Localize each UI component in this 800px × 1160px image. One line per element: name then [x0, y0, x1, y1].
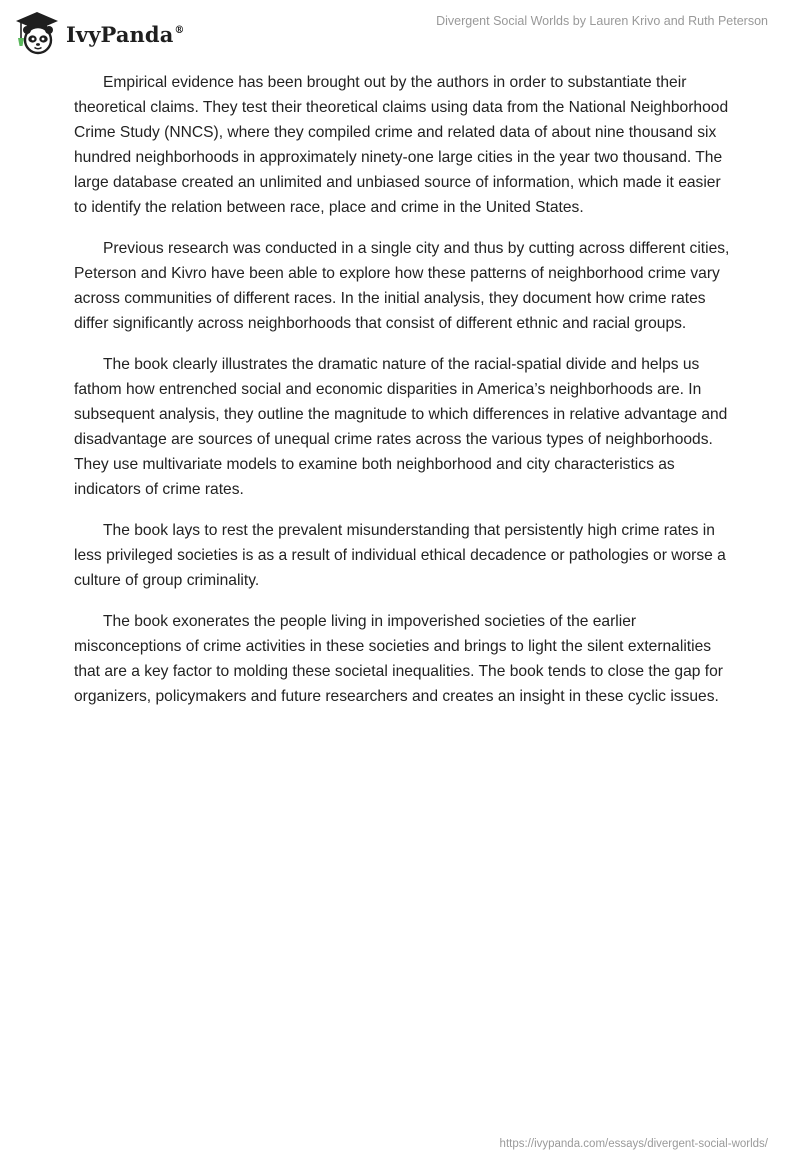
- registered-mark: ®: [174, 24, 185, 36]
- essay-body: [74, 70, 734, 725]
- page-header: [0, 0, 800, 60]
- paragraph: The book lays to rest the prevalent misunderstanding that persistently high crime rates in less privileged societies is as a result of individual ethical decadence or pathologies or worse a culture of group criminality.: [74, 522, 726, 589]
- panda-graduate-icon: [14, 10, 60, 56]
- paragraph: The book exonerates the people living in impoverished societies of the earlier misconceptions of crime activities in these societies and brings to light the silent externalities that are a key factor to molding these societal inequalities. The book tends to close the gap for organizers, policymakers and future researchers and creates an insight in these cyclic issues.: [74, 613, 723, 705]
- source-url-link[interactable]: https://ivypanda.com/essays/divergent-social-worlds/: [499, 1138, 768, 1150]
- paragraph: The book clearly illustrates the dramatic nature of the racial-spatial divide and helps us fathom how entrenched social and economic disparities in America’s neighborhoods are. In subsequent analysis, they outline the magnitude to which differences in relative advantage and disadvantage are sources of unequal crime rates across the various types of neighborhoods. They use multivariate models to examine both neighborhood and city characteristics as indicators of crime rates.: [74, 356, 728, 498]
- logo-wordmark: [66, 22, 185, 47]
- ivypanda-logo[interactable]: [14, 8, 185, 58]
- paragraph: Empirical evidence has been brought out by the authors in order to substantiate their theoretical claims. They test their theoretical claims using data from the National Neighborhood Crime Study (NNCS), where they compiled crime and related data of about nine thousand six hundred neighborhoods in approximately ninety-one large cities in the year two thousand. The large database created an unlimited and unbiased source of information, which made it easier to identify the relation between race, place and crime in the United States.: [74, 74, 729, 216]
- logo-name: IvyPanda: [66, 21, 174, 47]
- document-title: Divergent Social Worlds by Lauren Krivo and Ruth Peterson: [436, 14, 768, 28]
- paragraph: Previous research was conducted in a single city and thus by cutting across different cities, Peterson and Kivro have been able to explore how these patterns of neighborhood crime vary across communities of different races. In the initial analysis, they document how crime rates differ significantly across neighborhoods that consist of different ethnic and racial groups.: [74, 240, 730, 332]
